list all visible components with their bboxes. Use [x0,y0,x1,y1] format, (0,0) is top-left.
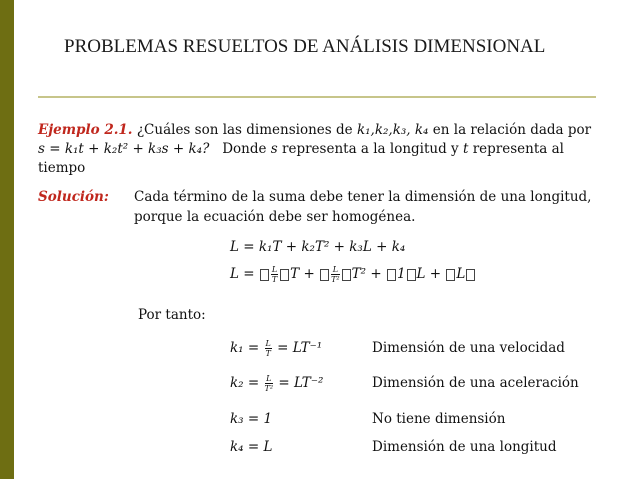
equation-1: L = k₁T + k₂T² + k₃L + k₄ [230,239,406,255]
bracket-box [320,269,329,281]
problem-text-1-end: en la relación dada por [432,122,592,138]
result-k2-rhs: = LT⁻² [278,375,324,391]
result-k3: k₃ = 1 [230,411,273,427]
result-k2-fraction: $\frac{L}{\text{T²}}$ [264,374,274,393]
bracket-box [446,269,455,281]
problem-text-2c: representa al [472,141,564,157]
result-k2-lhs: k₂ = [230,375,260,391]
bracket-box [280,269,289,281]
result-k1-lhs: k₁ = [230,340,260,356]
problem-text-2b: representa a la longitud y [282,141,459,157]
result-k1-fraction: $\frac{L}{T}$ [265,339,271,358]
por-tanto: Por tanto: [138,307,206,323]
result-k3-desc: No tiene dimensión [372,411,506,427]
solution-line-1: Cada término de la suma debe tener la dimensión de una longitud, [134,189,592,205]
fraction-l-t: $\frac{L}{T}$ [271,265,278,284]
fraction-l-t2: $\frac{L}{\text{T²}}$ [331,265,340,284]
result-k2 [230,374,323,393]
result-k2-desc: Dimensión de una aceleración [372,375,579,391]
bracket-box [407,269,416,281]
problem-line-2 [38,140,564,158]
result-k1-rhs: = LT⁻¹ [277,340,323,356]
problem-text-1: ¿Cuáles son las dimensiones de [136,122,353,138]
result-k1-desc: Dimensión de una velocidad [372,340,565,356]
problem-vars: k₁,k₂,k₃, k₄ [356,122,429,138]
bracket-box [260,269,269,281]
slide-title: PROBLEMAS RESUELTOS DE ANÁLISIS DIMENSIONAL [64,36,546,57]
problem-text-2a: Donde [222,141,267,157]
result-k4-desc: Dimensión de una longitud [372,439,557,455]
example-label: Ejemplo 2.1. [38,122,133,138]
var-s: s [270,141,278,157]
var-t: t [462,141,469,157]
solution-label: Solución: [38,189,109,205]
left-accent-bar [0,0,14,479]
result-k4: k₄ = L [230,439,273,455]
bracket-box [387,269,396,281]
title-rule [38,96,596,98]
problem-line-3: tiempo [38,160,86,176]
problem-equation: s = k₁t + k₂t² + k₃s + k₄? [38,141,210,157]
solution-line-2: porque la ecuación debe ser homogénea. [134,209,416,225]
bracket-box [466,269,475,281]
result-k1 [230,339,322,358]
bracket-box [342,269,351,281]
problem-line-1 [38,121,591,139]
equation-2: L = $\frac{L}{T}$ T + $\frac{L}{\text{T²}}$ T² + 1 L + L [230,265,476,284]
